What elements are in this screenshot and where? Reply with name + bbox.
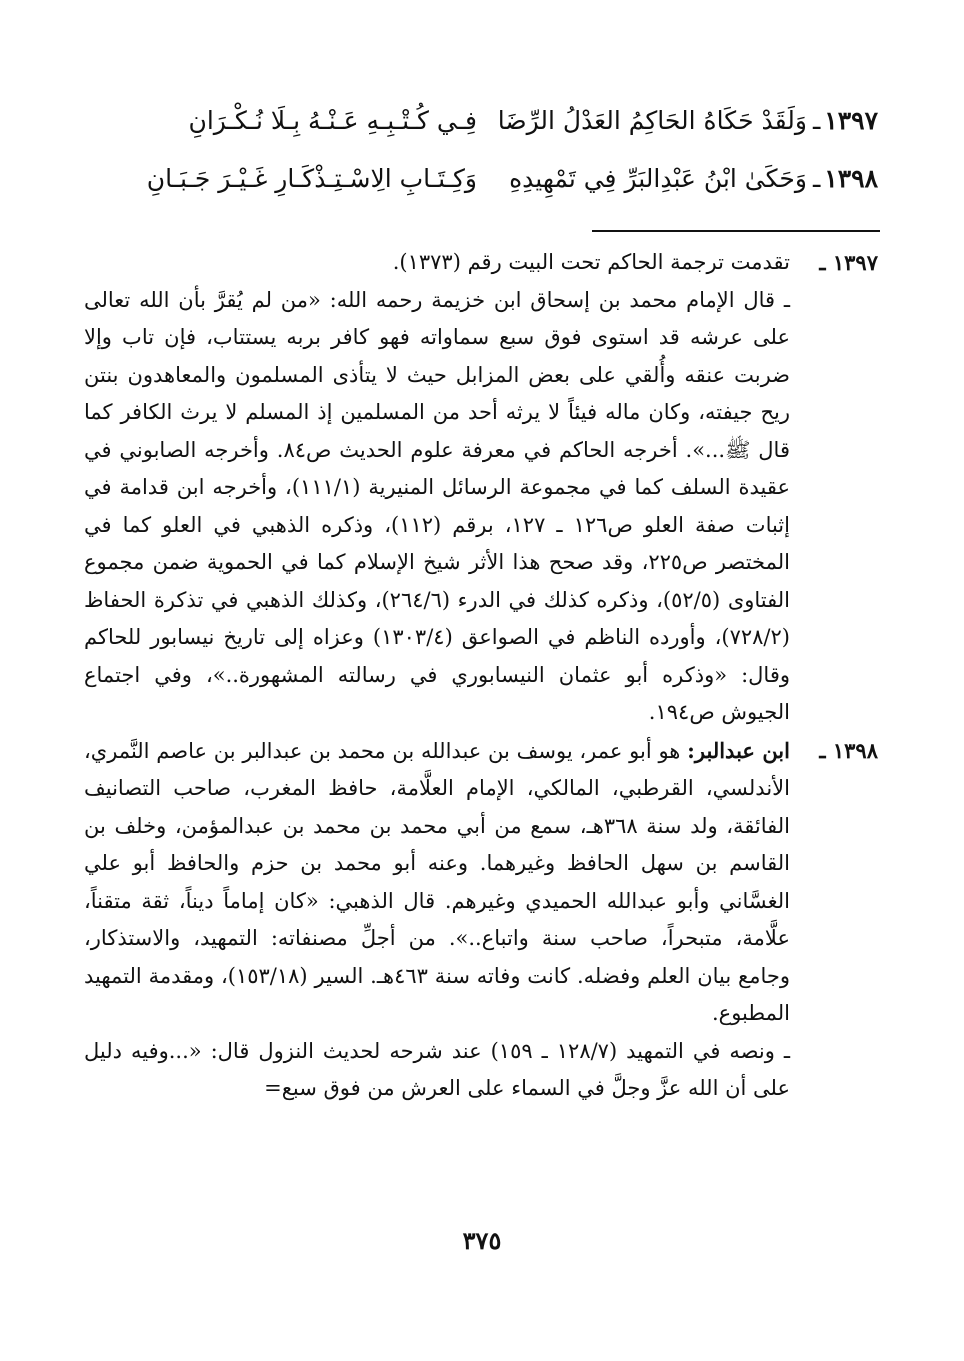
footnote-paragraph: ـ ونصه في التمهيد (١٢٨/٧ ـ ١٥٩) عند شرحه لحديث النزول قال: «...وفيه دليل على أن الله عزَّ وجلَّ في السماء على العرش من فوق سبع= <box>84 1038 790 1100</box>
verse-second-hemistich: فِـي كُـتْـبِـهِ عَـنْـهُ بِـلَا نُـكْـرَانِ <box>188 106 477 135</box>
footnote-paragraph: تقدمت ترجمة الحاكم تحت البيت رقم (١٣٧٣). <box>392 250 790 274</box>
verse-dash: ـ <box>812 106 821 135</box>
footnote-paragraph: ـ قال الإمام محمد بن إسحاق ابن خزيمة رحمه الله: «من لم يُقرَّ بأن الله تعالى على عرشه قد استوى فوق سبع سماواته فهو كافر بربه يستتاب، فإن تاب وإلا ضربت عنقه وأُلقي على بعض المزابل حيث لا يتأذى المسلمون والمعاهدون بنتن ريح جيفته، وكان ماله فيئاً لا يرثه أحد من المسلمين إذ المسلم لا يرث الكافر كما قال ﷺ...». أخرجه الحاكم في معرفة علوم الحديث ص٨٤. وأخرجه الصابوني في عقيدة السلف كما في مجموعة الرسائل المنيرية (١١١/١)، وأخرجه ابن قدامة في إثبات صفة العلو ص١٢٦ ـ ١٢٧، برقم (١١٢)، وذكره الذهبي في العلو كما في المختصر ص٢٢٥، وقد صحح هذا الأثر شيخ الإسلام كما في الحموية ضمن مجموع الفتاوى (٥٢/٥)، وذكره كذلك في الدرء (٢٦٤/٦)، وكذلك الذهبي في تذكرة الحفاظ (٧٢٨/٢)، وأورده الناظم في الصواعق (١٣٠٣/٤) وعزاه إلى تاريخ نيسابور للحاكم وقال: «وذكره أبو عثمان النيسابوري في رسالته المشهورة..»، وفي اجتماع الجيوش ص١٩٤. <box>84 287 790 724</box>
verse-line <box>84 106 878 164</box>
verse-second-hemistich: وَكِـتَـابِ الِاسْـتِـذْكَـارِ غَـيْـرَ جَـبَـانِ <box>146 164 477 193</box>
biography-text: هو أبو عمر، يوسف بن عبدالله بن محمد بن عبدالبر بن عاصم النَّمري، الأندلسي، القرطبي، المالكي، الإمام العلَّامة، حافظ المغرب، صاحب التصانيف الفائقة، ولد سنة ٣٦٨هـ، سمع من أبي محمد بن محمد بن عبدالمؤمن، وخلف بن القاسم بن سهل الحافظ وغيرهما. وعنه أبو محمد بن حزم والحافظ أبو علي الغسَّاني وأبو عبدالله الحميدي وغيرهم. قال الذهبي: «كان إماماً ديناً، ثقة متقناً، علَّامة، متبحراً، صاحب سنة واتباع..». من أجلِّ مصنفاته: التمهيد، والاستذكار، وجامع بيان العلم وفضله. كانت وفاته سنة ٤٦٣هـ. السير (١٥٣/١٨)، ومقدمة التمهيد المطبوع. <box>84 738 791 1025</box>
verse-number: ١٣٩٧ <box>824 106 878 135</box>
footnote-number: ١٣٩٧ ـ <box>819 250 878 275</box>
footnote-body <box>84 732 790 1108</box>
verse-number: ١٣٩٨ <box>824 164 878 193</box>
poem-verses <box>84 106 878 222</box>
footnote-paragraph <box>84 732 790 1033</box>
footnote-separator <box>592 230 880 232</box>
footnotes <box>84 244 878 1108</box>
verse-first-hemistich: وَلَقَدْ حَكَاهُ الحَاكِمُ العَدْلُ الرِّضَا <box>497 106 807 135</box>
verse-dash: ـ <box>812 164 821 193</box>
footnote-body <box>84 244 790 732</box>
verse-line <box>84 164 878 222</box>
page-number: ٣٧٥ <box>462 1226 502 1255</box>
footnote-1397 <box>84 244 878 732</box>
biography-name: ابن عبدالبر: <box>687 737 790 763</box>
footnote-1398 <box>84 732 878 1108</box>
footnote-number: ١٣٩٨ ـ <box>819 737 878 763</box>
verse-first-hemistich: وَحَكَىٰ ابْنُ عَبْدِالبَرِّ فِي تَمْهِيدِهِ <box>509 164 807 193</box>
